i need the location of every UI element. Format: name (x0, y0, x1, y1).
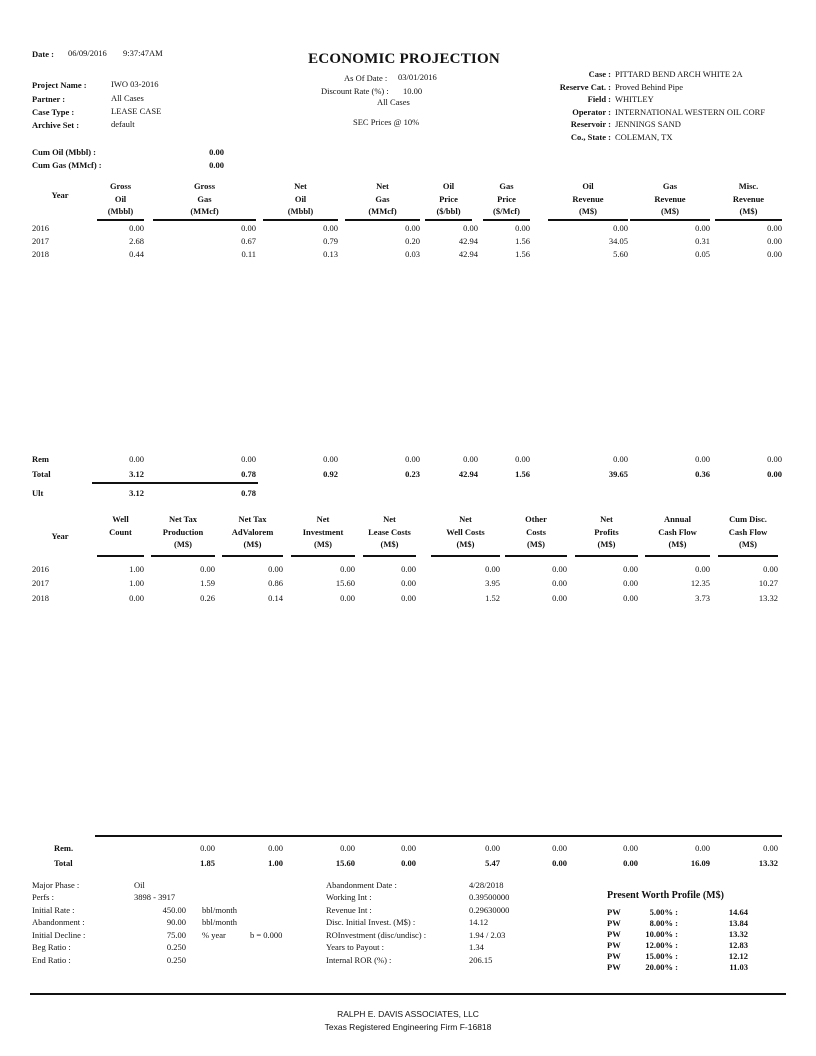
ult-cell: 0.78 (241, 488, 256, 498)
column-header-line: Revenue (572, 193, 604, 204)
rem-cell: 0.00 (401, 843, 416, 853)
column-header-line: Net (316, 514, 330, 524)
table-cell: 0.26 (200, 593, 215, 603)
table-cell: 0.00 (463, 223, 478, 233)
column-header-line: (Mbbl) (287, 206, 314, 216)
field-value: JENNINGS SAND (615, 119, 681, 130)
column-underline (97, 219, 144, 221)
column-header-line: (M$) (456, 539, 475, 549)
table-cell: 0.00 (129, 223, 144, 233)
field-label: Operator : (572, 106, 611, 117)
column-underline (548, 219, 628, 221)
total-cell: 16.09 (690, 858, 710, 868)
date-label: Date : (32, 49, 54, 59)
column-header (639, 513, 716, 551)
summary-label: Working Int : (326, 892, 372, 902)
rem-label: Rem (32, 454, 49, 464)
field-label: Reservoir : (570, 119, 611, 130)
time-value: 9:37:47AM (123, 48, 163, 58)
rem-cell: 0.00 (200, 843, 215, 853)
column-header (425, 180, 472, 218)
cum-oil-value: 0.00 (209, 147, 224, 157)
summary-value: 206.15 (469, 955, 493, 965)
table-cell: 0.00 (485, 564, 500, 574)
column-underline (483, 219, 530, 221)
pw-value: 13.32 (728, 929, 748, 939)
field-value: Proved Behind Pipe (615, 81, 683, 92)
rem-cell: 0.00 (552, 843, 567, 853)
summary-unit: bbl/month (202, 905, 237, 915)
page-title: ECONOMIC PROJECTION (308, 51, 500, 67)
field-value: All Cases (111, 93, 144, 103)
column-header-line: Gas (662, 181, 678, 191)
table-cell: 1.56 (515, 249, 530, 259)
table-cell: 0.00 (200, 564, 215, 574)
total-cell: 1.00 (268, 858, 283, 868)
rem-cell: 0.00 (129, 454, 144, 464)
discount-rate-label: Discount Rate (%) : (321, 86, 389, 96)
column-header-line: ($/Mcf) (493, 206, 520, 216)
pw-rate: 10.00% : (645, 929, 678, 939)
column-header-line: Cash Flow (658, 526, 697, 537)
column-header (715, 180, 782, 218)
column-header-line: AdValorem (231, 526, 274, 537)
table-cell: 1.00 (129, 564, 144, 574)
field-value: WHITLEY (615, 94, 654, 105)
total-cell: 0.92 (323, 469, 338, 479)
field-value: PITTARD BEND ARCH WHITE 2A (615, 69, 743, 79)
field-value: IWO 03-2016 (111, 79, 159, 89)
column-underline (97, 555, 144, 557)
column-header-line: Profits (594, 526, 619, 537)
summary-label: Revenue Int : (326, 905, 372, 915)
as-of-value: 03/01/2016 (398, 72, 437, 82)
column-header-line: Oil (582, 181, 594, 191)
summary-value: 14.12 (469, 917, 489, 927)
pw-label: PW (607, 951, 621, 961)
table-cell: 0.20 (405, 236, 420, 246)
column-underline (151, 555, 215, 557)
pw-rate: 20.00% : (645, 962, 678, 972)
table-cell: 0.00 (613, 223, 628, 233)
table-cell: 0.00 (763, 564, 778, 574)
column-header (425, 513, 506, 551)
total-cell: 0.36 (695, 469, 710, 479)
row-year: 2017 (32, 578, 49, 588)
column-header-line: (Mbbl) (107, 206, 134, 216)
table-cell: 0.00 (401, 564, 416, 574)
table-cell: 0.00 (241, 223, 256, 233)
column-underline (345, 219, 420, 221)
column-underline (291, 555, 355, 557)
table-cell: 3.73 (695, 593, 710, 603)
pw-value: 11.03 (729, 962, 748, 972)
column-header-line: Net (600, 514, 613, 524)
rem-cell: 0.00 (340, 843, 355, 853)
column-header (97, 180, 144, 218)
pw-value: 13.84 (728, 918, 748, 928)
table-cell: 0.00 (268, 564, 283, 574)
table-cell: 0.00 (767, 223, 782, 233)
date-value: 06/09/2016 (68, 48, 107, 58)
column-header-line: (MMcf) (190, 206, 219, 216)
column-header-line: Count (109, 526, 132, 537)
table-cell: 2.68 (129, 236, 144, 246)
table-cell: 34.05 (608, 236, 628, 246)
table-cell: 0.05 (695, 249, 710, 259)
column-header-line: Production (162, 526, 204, 537)
column-header (91, 513, 150, 551)
table-cell: 1.52 (485, 593, 500, 603)
as-of-label: As Of Date : (344, 73, 388, 83)
column-header-line: Revenue (654, 193, 686, 204)
column-header-line: Misc. (738, 181, 759, 191)
summary-label: ROInvestment (disc/undisc) : (326, 930, 427, 940)
cum-gas-value: 0.00 (209, 160, 224, 170)
summary-label: Initial Decline : (32, 930, 86, 940)
table-cell: 15.60 (335, 578, 355, 588)
column-header-line: Lease Costs (368, 526, 411, 537)
summary-label: Abandonment Date : (326, 880, 397, 890)
table-cell: 1.56 (515, 236, 530, 246)
column-header-line: ($/bbl) (436, 206, 461, 216)
column-underline (431, 555, 500, 557)
field-label: Archive Set : (32, 120, 80, 130)
footer-company: RALPH E. DAVIS ASSOCIATES, LLC (337, 1009, 479, 1019)
column-header-line: (M$) (579, 206, 597, 216)
column-header-line: Gas (375, 193, 390, 204)
column-header (569, 513, 644, 551)
total-cell: 42.94 (458, 469, 478, 479)
column-underline (630, 219, 710, 221)
rem-cell: 0.00 (241, 454, 256, 464)
table-cell: 0.86 (268, 578, 283, 588)
total-cell: 1.85 (200, 858, 215, 868)
column-header (548, 180, 628, 218)
cum-gas-label: Cum Gas (MMcf) : (32, 160, 102, 170)
column-header-line: Oil (114, 193, 127, 204)
rem-cell: 0.00 (767, 454, 782, 464)
rem-cell: 0.00 (623, 843, 638, 853)
rem-label: Rem. (54, 843, 74, 853)
column-underline (715, 219, 782, 221)
summary-label: Abandonment : (32, 917, 85, 927)
total-cell: 0.78 (241, 469, 256, 479)
table-cell: 13.32 (758, 593, 778, 603)
pw-label: PW (607, 940, 621, 950)
column-header (285, 513, 361, 551)
column-header (145, 513, 221, 551)
column-header-line: Gross (193, 181, 216, 191)
summary-label: Years to Payout : (326, 942, 384, 952)
column-underline (505, 555, 567, 557)
total-label: Total (32, 469, 51, 479)
table-cell: 0.11 (241, 249, 256, 259)
pw-rate: 12.00% : (645, 940, 678, 950)
rem-cell: 0.00 (695, 454, 710, 464)
table-cell: 0.00 (552, 578, 567, 588)
pw-label: PW (607, 962, 621, 972)
table-cell: 0.14 (268, 593, 283, 603)
column-header (263, 180, 338, 218)
column-header-line: Net Tax (238, 514, 267, 524)
pw-rate: 8.00% : (649, 918, 678, 928)
column-header-year: Year (51, 190, 69, 200)
table-cell: 0.00 (401, 593, 416, 603)
table-cell: 0.00 (340, 564, 355, 574)
table-cell: 0.00 (552, 564, 567, 574)
pw-rate: 5.00% : (649, 907, 678, 917)
table-cell: 0.00 (623, 564, 638, 574)
summary-label: Major Phase : (32, 880, 80, 890)
column-header-line: Other (525, 514, 547, 524)
total-cell: 1.56 (515, 469, 530, 479)
column-header-line: Net (294, 181, 307, 191)
field-label: Project Name : (32, 80, 87, 90)
summary-label: Perfs : (32, 892, 54, 902)
column-header-line: (M$) (739, 539, 757, 549)
column-header-line: Net Tax (168, 514, 198, 524)
column-header-line: (M$) (380, 539, 399, 549)
column-header-line: Revenue (732, 193, 765, 204)
row-year: 2018 (32, 593, 49, 603)
summary-value: 0.29630000 (469, 905, 510, 915)
column-header-line: (M$) (597, 539, 616, 549)
table-cell: 1.59 (200, 578, 215, 588)
summary-label: Disc. Initial Invest. (M$) : (326, 917, 416, 927)
table-cell: 10.27 (758, 578, 778, 588)
table-cell: 0.00 (623, 578, 638, 588)
total-label: Total (54, 858, 73, 868)
row-year: 2017 (32, 236, 49, 246)
summary-value: 75.00 (166, 930, 186, 940)
column-header-line (91, 538, 150, 551)
column-header (216, 513, 289, 551)
table-cell: 1.00 (129, 578, 144, 588)
summary-unit: bbl/month (202, 917, 237, 927)
ult-underline (92, 482, 258, 484)
table-cell: 3.95 (485, 578, 500, 588)
total-cell: 3.12 (129, 469, 144, 479)
column-header (357, 513, 422, 551)
table-cell: 0.00 (552, 593, 567, 603)
pw-value: 14.64 (728, 907, 748, 917)
column-header-line: Investment (302, 526, 344, 537)
column-header-line: Net (459, 514, 472, 524)
pw-rate: 15.00% : (645, 951, 678, 961)
summary-value: 0.39500000 (469, 892, 510, 902)
summary-label: End Ratio : (32, 955, 71, 965)
column-header-line: Cum Disc. (729, 514, 767, 524)
field-label: Partner : (32, 94, 66, 104)
all-cases-text: All Cases (377, 97, 410, 107)
summary-value: 0.250 (166, 942, 186, 952)
summary-value: 1.94 / 2.03 (469, 930, 506, 940)
total-cell: 39.65 (608, 469, 628, 479)
summary-value: 1.34 (469, 942, 484, 952)
table-cell: 5.60 (613, 249, 628, 259)
table-cell: 0.00 (695, 223, 710, 233)
column-underline (222, 555, 283, 557)
field-label: Field : (587, 94, 611, 105)
total-cell: 0.00 (401, 858, 416, 868)
summary-value: 3898 - 3917 (134, 892, 176, 902)
footer-registration: Texas Registered Engineering Firm F-16818 (324, 1022, 492, 1032)
totals-divider (95, 835, 782, 837)
table-cell: 0.00 (323, 223, 338, 233)
rem-cell: 0.00 (485, 843, 500, 853)
summary-value: 0.250 (166, 955, 186, 965)
column-header-line: (M$) (739, 206, 758, 216)
summary-unit: % year (202, 930, 226, 940)
table-cell: 42.94 (458, 249, 478, 259)
column-header (712, 513, 784, 551)
column-header-line: Gross (109, 181, 132, 191)
pw-value: 12.12 (728, 951, 748, 961)
field-label: Case : (588, 69, 611, 79)
column-header-line: Costs (526, 526, 546, 537)
table-cell: 42.94 (458, 236, 478, 246)
row-year: 2016 (32, 223, 49, 233)
column-header-line: Annual (664, 514, 691, 524)
column-header-line: (MMcf) (368, 206, 397, 216)
table-cell: 0.00 (767, 236, 782, 246)
field-value: INTERNATIONAL WESTERN OIL CORF (615, 106, 766, 117)
field-value: LEASE CASE (111, 106, 162, 116)
table-cell: 0.67 (241, 236, 256, 246)
total-cell: 13.32 (758, 858, 778, 868)
rem-cell: 0.00 (463, 454, 478, 464)
table-cell: 0.13 (323, 249, 338, 259)
pw-label: PW (607, 929, 621, 939)
column-underline (718, 555, 778, 557)
table-cell: 0.00 (405, 223, 420, 233)
column-underline (363, 555, 416, 557)
column-header-line: (M$) (243, 539, 262, 549)
summary-label: Internal ROR (%) : (326, 955, 392, 965)
table-cell: 0.00 (623, 593, 638, 603)
summary-extra: b = 0.000 (250, 930, 283, 940)
table-cell: 0.44 (129, 249, 144, 259)
column-header-line: Price (497, 193, 516, 204)
rem-cell: 0.00 (268, 843, 283, 853)
table-cell: 0.79 (323, 236, 338, 246)
column-header-line: (M$) (668, 539, 687, 549)
table-cell: 0.00 (767, 249, 782, 259)
row-year: 2018 (32, 249, 49, 259)
table-cell: 12.35 (690, 578, 710, 588)
column-header-line: Oil (294, 193, 307, 204)
pw-value: 12.83 (728, 940, 748, 950)
summary-value: 4/28/2018 (469, 880, 504, 890)
column-underline (645, 555, 710, 557)
rem-cell: 0.00 (695, 843, 710, 853)
rem-cell: 0.00 (515, 454, 530, 464)
column-header-line: Net (383, 514, 396, 524)
column-header (499, 513, 573, 551)
pw-label: PW (607, 918, 621, 928)
column-header (483, 180, 530, 218)
column-header (345, 180, 420, 218)
field-label: Co., State : (570, 132, 611, 142)
column-header-line: Gas (499, 181, 514, 191)
column-header-line: (M$) (174, 539, 192, 549)
total-cell: 0.00 (767, 469, 782, 479)
column-header-line: Well Costs (446, 526, 485, 537)
column-header-line: Price (439, 193, 458, 204)
total-cell: 15.60 (335, 858, 355, 868)
pw-profile-title: Present Worth Profile (M$) (607, 890, 724, 901)
column-header-line: Net (376, 181, 389, 191)
total-cell: 0.00 (623, 858, 638, 868)
table-cell: 0.00 (695, 564, 710, 574)
pw-label: PW (607, 907, 621, 917)
summary-label: Beg Ratio : (32, 942, 71, 952)
rem-cell: 0.00 (763, 843, 778, 853)
price-case-text: SEC Prices @ 10% (353, 117, 420, 127)
column-underline (575, 555, 638, 557)
discount-rate-value: 10.00 (403, 86, 423, 96)
table-cell: 0.00 (129, 593, 144, 603)
field-value: default (111, 119, 135, 129)
column-header-line: Cash Flow (728, 526, 768, 537)
column-header-line: (M$) (527, 539, 545, 549)
table-cell: 0.00 (401, 578, 416, 588)
row-year: 2016 (32, 564, 49, 574)
field-value: COLEMAN, TX (615, 132, 673, 142)
summary-value: 90.00 (166, 917, 186, 927)
rem-cell: 0.00 (405, 454, 420, 464)
column-header (630, 180, 710, 218)
column-header-line: Gas (197, 193, 212, 204)
rem-cell: 0.00 (323, 454, 338, 464)
footer-divider (30, 993, 786, 995)
column-header-line: Well (112, 514, 129, 524)
column-underline (153, 219, 256, 221)
total-cell: 5.47 (485, 858, 500, 868)
column-underline (263, 219, 338, 221)
column-header-line: (M$) (661, 206, 679, 216)
table-cell: 0.00 (340, 593, 355, 603)
ult-label: Ult (32, 488, 44, 498)
field-label: Case Type : (32, 107, 75, 117)
rem-cell: 0.00 (613, 454, 628, 464)
cum-oil-label: Cum Oil (Mbbl) : (32, 147, 96, 157)
total-cell: 0.23 (405, 469, 420, 479)
summary-value: 450.00 (162, 905, 186, 915)
column-header-line: Oil (442, 181, 455, 191)
column-header-line: (M$) (314, 539, 332, 549)
column-header (153, 180, 256, 218)
field-label: Reserve Cat. : (559, 81, 611, 92)
column-header-year: Year (51, 531, 69, 541)
total-cell: 0.00 (552, 858, 567, 868)
ult-cell: 3.12 (129, 488, 144, 498)
summary-label: Initial Rate : (32, 905, 75, 915)
table-cell: 0.03 (405, 249, 420, 259)
column-underline (425, 219, 472, 221)
table-cell: 0.31 (695, 236, 710, 246)
table-cell: 0.00 (515, 223, 530, 233)
summary-value: Oil (134, 880, 145, 890)
